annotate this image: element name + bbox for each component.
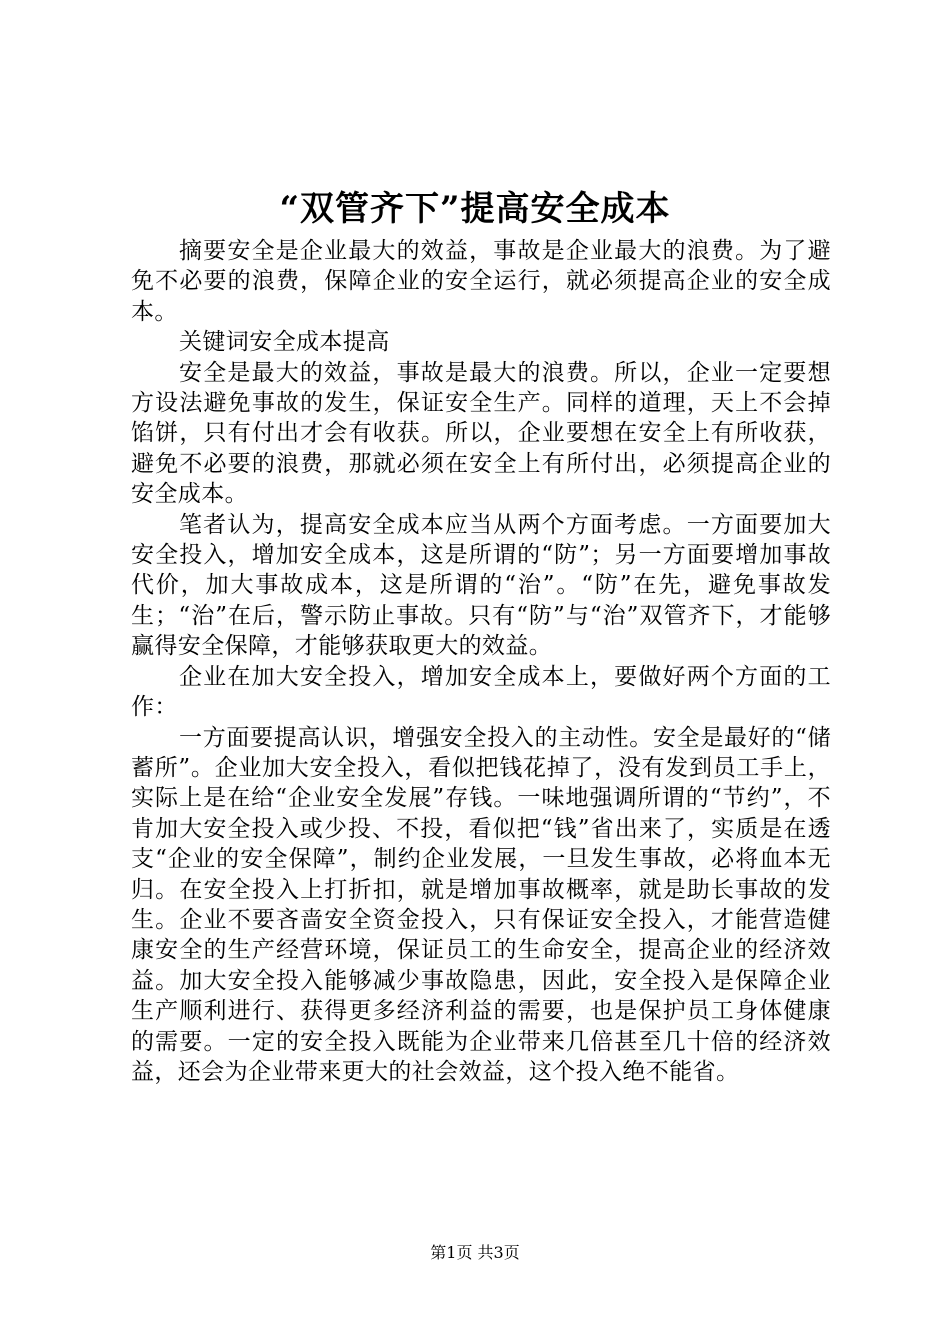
document-body <box>131 236 831 1087</box>
page-number-footer: 第1页 共3页 <box>430 1243 520 1262</box>
paragraph-abstract: 摘要安全是企业最大的效益，事故是企业最大的浪费。为了避免不必要的浪费，保障企业的安全运行，就必须提高企业的安全成本。 <box>131 238 831 325</box>
paragraph-two-tasks: 企业在加大安全投入，增加安全成本上，要做好两个方面的工作： <box>131 663 831 721</box>
paragraph-awareness: 一方面要提高认识，增强安全投入的主动性。安全是最好的“储蓄所”。企业加大安全投入，看似把钱花掉了，没有发到员工手上，实际上是在给“企业安全发展”存钱。一味地强调所谓的“节约”，不肯加大安全投入或少投、不投，看似把“钱”省出来了，实质是在透支“企业的安全保障”，制约企业发展，一旦发生事故，必将血本无归。在安全投入上打折扣，就是增加事故概率，就是助长事故的发生。企业不要吝啬安全资金投入，只有保证安全投入，才能营造健康安全的生产经营环境，保证员工的生命安全，提高企业的经济效益。加大安全投入能够减少事故隐患，因此，安全投入是保障企业生产顺利进行、获得更多经济利益的需要，也是保护员工身体健康的需要。一定的安全投入既能为企业带来几倍甚至几十倍的经济效益，还会为企业带来更大的社会效益，这个投入绝不能省。 <box>131 724 831 1085</box>
paragraph-keywords: 关键词安全成本提高 <box>179 329 390 356</box>
paragraph-intro: 安全是最大的效益，事故是最大的浪费。所以，企业一定要想方设法避免事故的发生，保证安全生产。同样的道理，天上不会掉馅饼，只有付出才会有收获。所以，企业要想在安全上有所收获，避免不必要的浪费，那就必须在安全上有所付出，必须提高企业的安全成本。 <box>131 359 831 508</box>
document-title: “双管齐下”提高安全成本 <box>279 189 671 229</box>
paragraph-two-aspects: 笔者认为，提高安全成本应当从两个方面考虑。一方面要加大安全投入，增加安全成本，这是所谓的“防”；另一方面要增加事故代价，加大事故成本，这是所谓的“治”。“防”在先，避免事故发生；“治”在后，警示防止事故。只有“防”与“治”双管齐下，才能够赢得安全保障，才能够获取更大的效益。 <box>131 511 831 660</box>
